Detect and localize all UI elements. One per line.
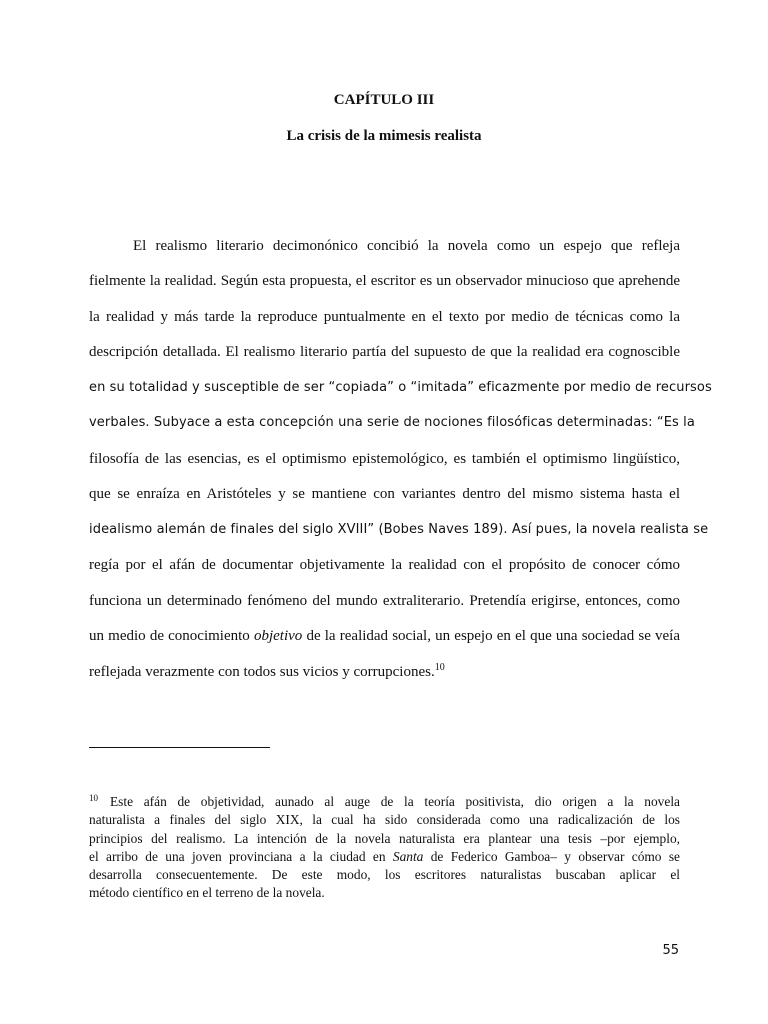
italic-term: objetivo [253, 628, 303, 644]
body-line [89, 626, 680, 646]
body-line: filosofía de las esencias, es el optimismo epistemológico, es también el optimismo lingüístico, [89, 451, 680, 467]
chapter-label: CAPÍTULO III [333, 92, 435, 108]
footnote-line [89, 793, 680, 811]
body-line: la realidad y más tarde la reproduce puntualmente en el texto por medio de técnicas como la [89, 309, 680, 325]
body-text-span: un medio de conocimiento [89, 628, 254, 644]
footnote-separator [89, 747, 270, 748]
footnote-line: desarrolla consecuentemente. De este modo, los escritores naturalistas buscaban aplicar el [89, 867, 680, 883]
body-line: funciona un determinado fenómeno del mundo extraliterario. Pretendía erigirse, entonces, como [89, 593, 680, 609]
page-number: 55 [662, 943, 679, 958]
body-line: descripción detallada. El realismo literario partía del supuesto de que la realidad era cognoscible [89, 344, 680, 360]
footnote-line: principios del realismo. La intención de la novela naturalista era plantear una tesis –por ejemplo, [89, 830, 680, 846]
chapter-title: La crisis de la mimesis realista [286, 128, 482, 144]
body-text-span: reflejada verazmente con todos sus vicios y corrupciones. [89, 664, 435, 680]
italic-title: Santa [392, 848, 424, 864]
footnote-text: el arribo de una joven provinciana a la ciudad en [89, 848, 393, 864]
footnote [89, 793, 680, 903]
footnote-line: método científico en el terreno de la novela. [89, 885, 325, 901]
body-text-span: de la realidad social, un espejo en el que una sociedad se veía [302, 628, 680, 644]
body-line: regía por el afán de documentar objetivamente la realidad con el propósito de conocer cómo [89, 557, 680, 573]
body-line [89, 662, 680, 682]
footnote-text: de Federico Gamboa– y observar cómo se [423, 848, 680, 864]
body-line: idealismo alemán de finales del siglo XVIII” (Bobes Naves 189). Así pues, la novela realista se [89, 522, 709, 537]
footnote-reference[interactable]: 10 [434, 662, 445, 673]
footnote-number: 10 [89, 793, 98, 803]
body-line: El realismo literario decimonónico concibió la novela como un espejo que refleja [133, 238, 680, 254]
footnote-line: naturalista a finales del siglo XIX, la cual ha sido considerada como una radicalización de los [89, 812, 680, 828]
body-line: fielmente la realidad. Según esta propuesta, el escritor es un observador minucioso que aprehende [89, 273, 680, 289]
footnote-line [89, 848, 680, 866]
body-line: verbales. Subyace a esta concepción una serie de nociones filosóficas determinadas: “Es la [89, 415, 695, 430]
footnote-text: Este afán de objetividad, aunado al auge de la teoría positivista, dio origen a la novela [110, 794, 680, 809]
body-line: que se enraíza en Aristóteles y se mantiene con variantes dentro del mismo sistema hasta el [89, 486, 680, 502]
body-line: en su totalidad y susceptible de ser “copiada” o “imitada” eficazmente por medio de recursos [89, 380, 712, 395]
